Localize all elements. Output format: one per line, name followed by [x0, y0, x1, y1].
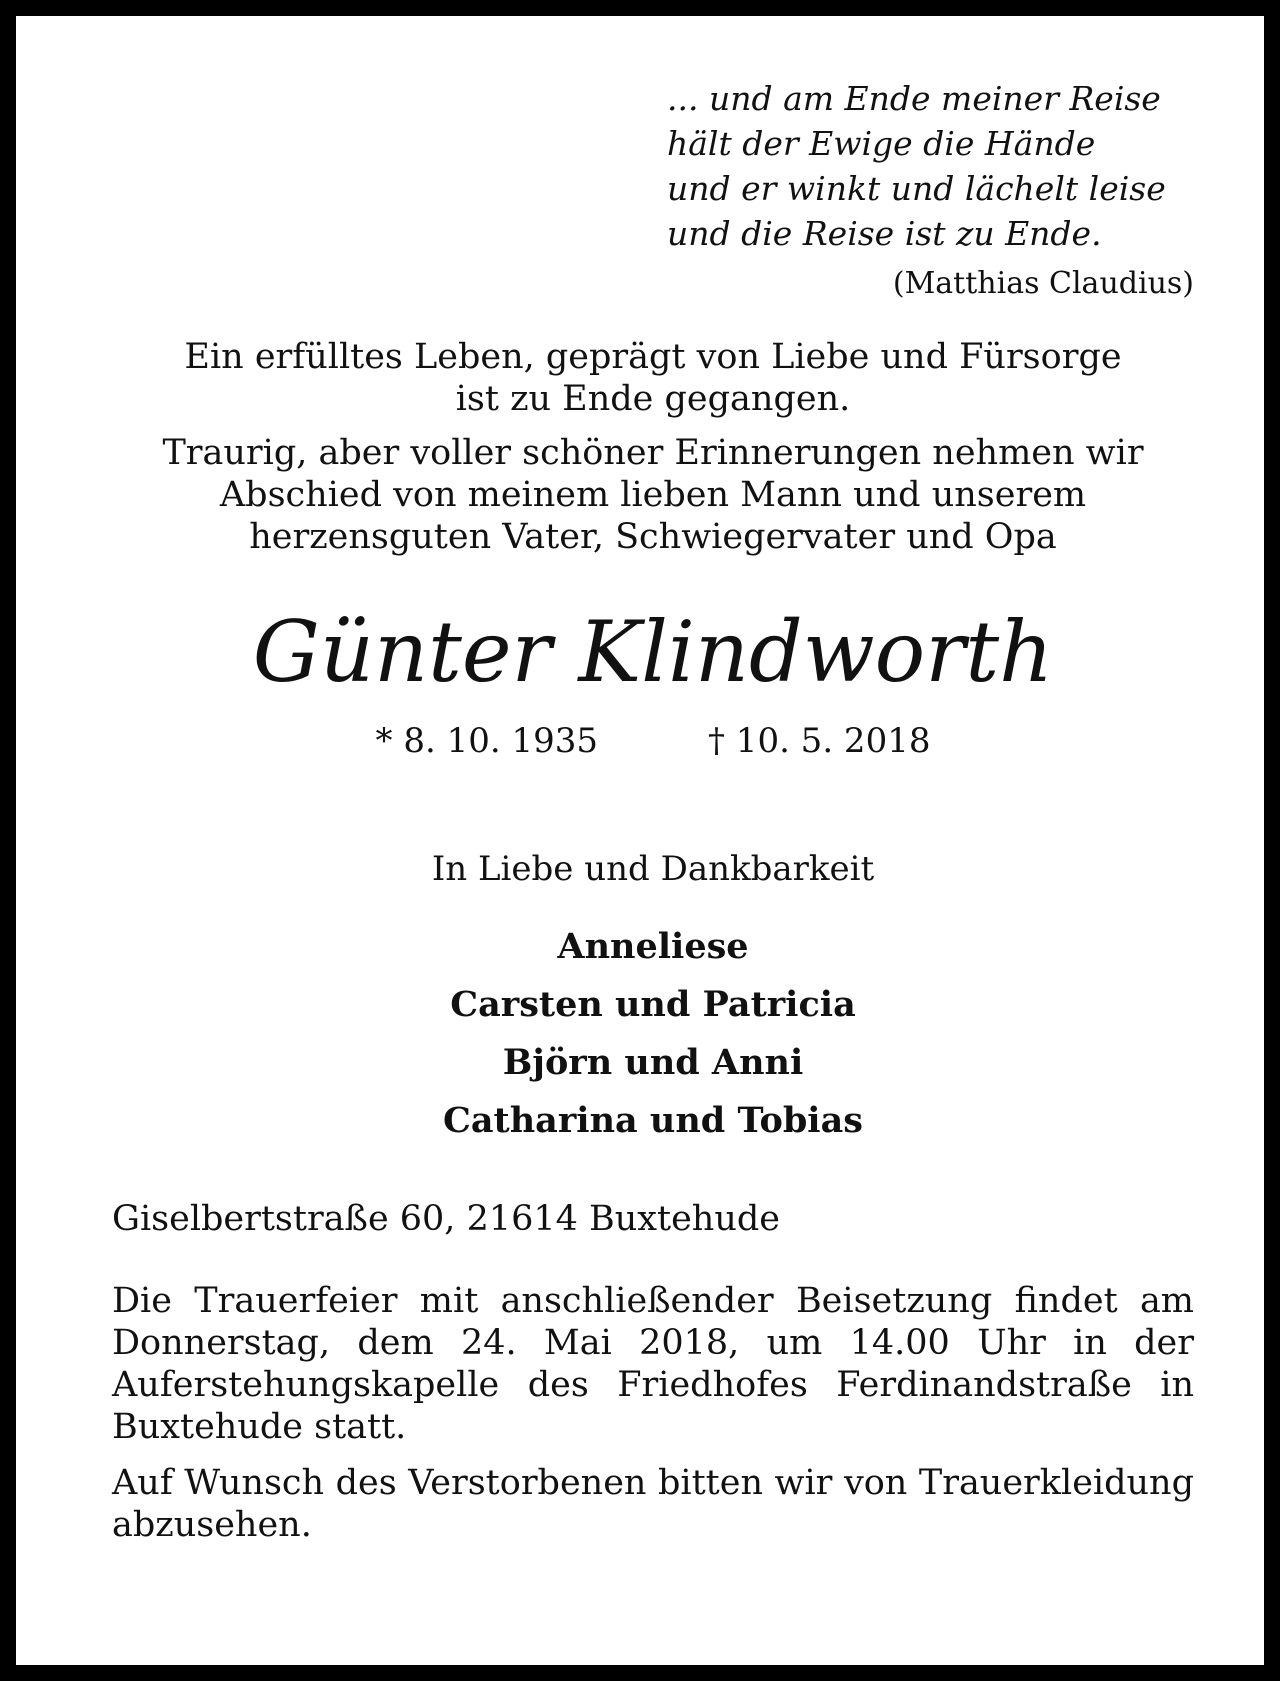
notice-content [112, 76, 1194, 1546]
closing-line: In Liebe und Dankbarkeit [431, 849, 875, 889]
life-dates [112, 720, 1194, 762]
intro-line: Ein erfülltes Leben, geprägt von Liebe und Fürsorge [184, 337, 1122, 377]
farewell-text [112, 432, 1194, 558]
birth-date: * 8. 10. 1935 [375, 721, 598, 761]
request-notice: Auf Wunsch des Verstorbenen bitten wir von Trauerkleidung abzusehen. [112, 1463, 1194, 1545]
poem-line: und die Reise ist zu Ende. [667, 214, 1102, 253]
poem-line: hält der Ewige die Hände [667, 124, 1096, 163]
intro-line: Traurig, aber voller schöner Erinnerungen nehmen wir [162, 433, 1144, 473]
poem-quote [667, 76, 1194, 304]
intro-line: ist zu Ende gegangen. [455, 379, 851, 419]
family-member: Carsten und Patricia [450, 984, 856, 1025]
family-list [112, 918, 1194, 1150]
poem-line: ... und am Ende meiner Reise [667, 79, 1161, 118]
family-member: Anneliese [557, 926, 749, 967]
intro-line: herzensguten Vater, Schwiegervater und Opa [249, 517, 1057, 557]
deceased-name: Günter Klindworth [252, 603, 1054, 701]
address: Giselbertstraße 60, 21614 Buxtehude [112, 1199, 781, 1239]
poem-attribution: (Matthias Claudius) [892, 266, 1194, 301]
funeral-notice: Die Trauerfeier mit anschließender Beisetzung findet am Donnerstag, dem 24. Mai 2018, um 14.00 Uhr in der Auferstehungskapelle des Friedhofes Ferdinandstraße in Buxtehude statt. [112, 1281, 1194, 1447]
intro-text [112, 336, 1194, 420]
death-date: † 10. 5. 2018 [708, 721, 931, 761]
poem-line: und er winkt und lächelt leise [667, 169, 1166, 208]
family-member: Björn und Anni [502, 1042, 804, 1083]
family-member: Catharina und Tobias [443, 1100, 863, 1141]
intro-line: Abschied von meinem lieben Mann und unserem [219, 475, 1087, 515]
